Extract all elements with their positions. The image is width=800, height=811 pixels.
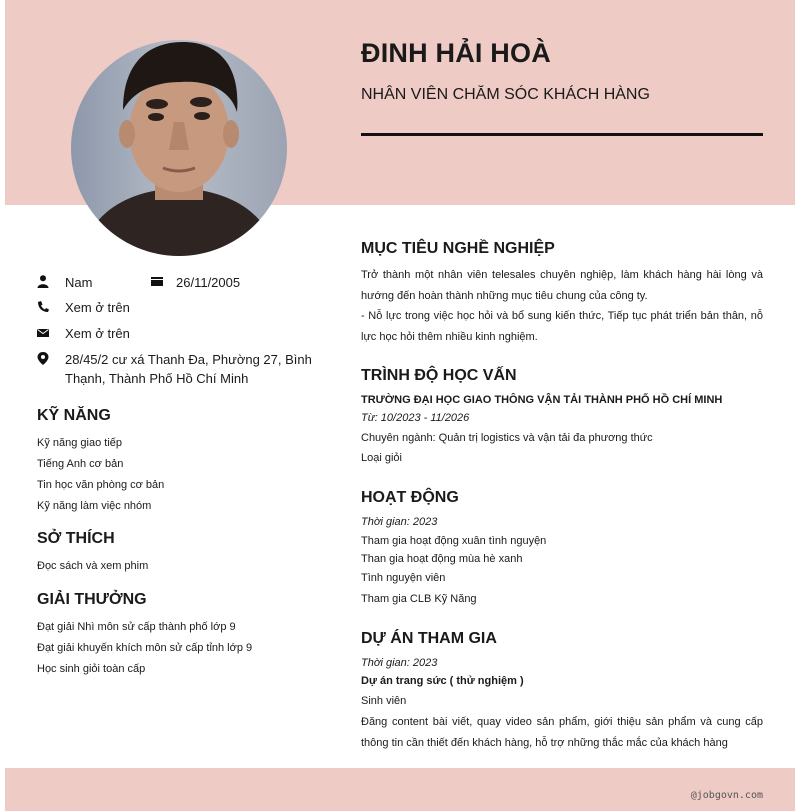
list-item: Đọc sách và xem phim [37, 560, 149, 572]
gender-text: Nam [65, 275, 93, 290]
list-item: Kỹ năng làm việc nhóm [37, 500, 152, 512]
footer-band [5, 768, 795, 811]
objective-text-1: Trở thành một nhân viên telesales chuyên nghiệp, làm khách hàng hài lòng và hướng đến hoàn thành những mục tiêu chung của công ty. [361, 269, 763, 302]
education-grade: Loại giỏi [361, 452, 402, 464]
projects-heading: DỰ ÁN THAM GIA [361, 630, 497, 647]
skills-list [37, 436, 164, 520]
awards-heading: GIẢI THƯỞNG [37, 591, 147, 608]
watermark-text: @jobgovn.com [690, 790, 763, 801]
calendar-icon [151, 275, 163, 288]
phone-text: Xem ở trên [65, 300, 130, 315]
objective-heading: MỤC TIÊU NGHỀ NGHIỆP [361, 240, 555, 257]
profile-photo [71, 40, 287, 256]
address-line1: 28/45/2 cư xá Thanh Đa, Phường 27, Bình [65, 352, 312, 367]
education-period: Từ: 10/2023 - 11/2026 [361, 412, 470, 424]
list-item: Học sinh giỏi toàn cấp [37, 663, 146, 675]
project-time: Thời gian: 2023 [361, 657, 438, 669]
list-item: Kỹ năng giao tiếp [37, 437, 123, 449]
activities-heading: HOẠT ĐỘNG [361, 489, 459, 506]
list-item: Tham gia hoạt động xuân tình nguyện [361, 535, 547, 547]
objective-text-2: - Nỗ lực trong việc học hỏi và bổ sung kiến thức, Tiếp tục phát triển bản thân, nỗ lực học hỏi thêm nhiều kinh nghiệm. [361, 310, 763, 343]
project-description: Đăng content bài viết, quay video sản phẩm, giới thiệu sản phẩm và cung cấp thông tin cần thiết đến khách hàng, hỗ trợ những thắc mắc của khách hàng [361, 716, 763, 749]
list-item: Đạt giải Nhì môn sử cấp thành phố lớp 9 [37, 621, 236, 633]
address-line2: Thạnh, Thành Phố Hồ Chí Minh [65, 371, 249, 386]
list-item: Than gia hoạt động mùa hè xanh [361, 553, 523, 565]
project-position: Sinh viên [361, 695, 407, 707]
phone-icon [37, 300, 49, 313]
list-item: Tin học văn phòng cơ bản [37, 479, 165, 491]
project-name: Dự án trang sức ( thử nghiệm ) [361, 675, 524, 687]
awards-list [37, 620, 252, 683]
person-icon [37, 275, 49, 288]
job-title: NHÂN VIÊN CHĂM SÓC KHÁCH HÀNG [361, 86, 650, 103]
location-pin-icon [37, 352, 49, 365]
list-item: Tiếng Anh cơ bản [37, 458, 124, 470]
list-item: Tham gia CLB Kỹ Năng [361, 593, 477, 605]
list-item: Tình nguyện viên [361, 572, 446, 584]
list-item: Đạt giải khuyến khích môn sử cấp tỉnh lớp 9 [37, 642, 253, 654]
birthday-text: 26/11/2005 [176, 275, 241, 290]
education-major: Chuyên ngành: Quản trị logistics và vận tải đa phương thức [361, 432, 653, 444]
hobbies-heading: SỞ THÍCH [37, 530, 115, 547]
education-heading: TRÌNH ĐỘ HỌC VẤN [361, 367, 517, 384]
activities-time: Thời gian: 2023 [361, 516, 438, 528]
school-name: TRƯỜNG ĐẠI HỌC GIAO THÔNG VẬN TẢI THÀNH PHỐ HỒ CHÍ MINH [361, 394, 723, 406]
hobbies-list [37, 559, 148, 580]
envelope-icon [37, 326, 49, 339]
email-text: Xem ở trên [65, 326, 130, 341]
skills-heading: KỸ NĂNG [37, 407, 111, 424]
header-divider [361, 133, 763, 136]
candidate-name: ĐINH HẢI HOÀ [361, 38, 551, 68]
